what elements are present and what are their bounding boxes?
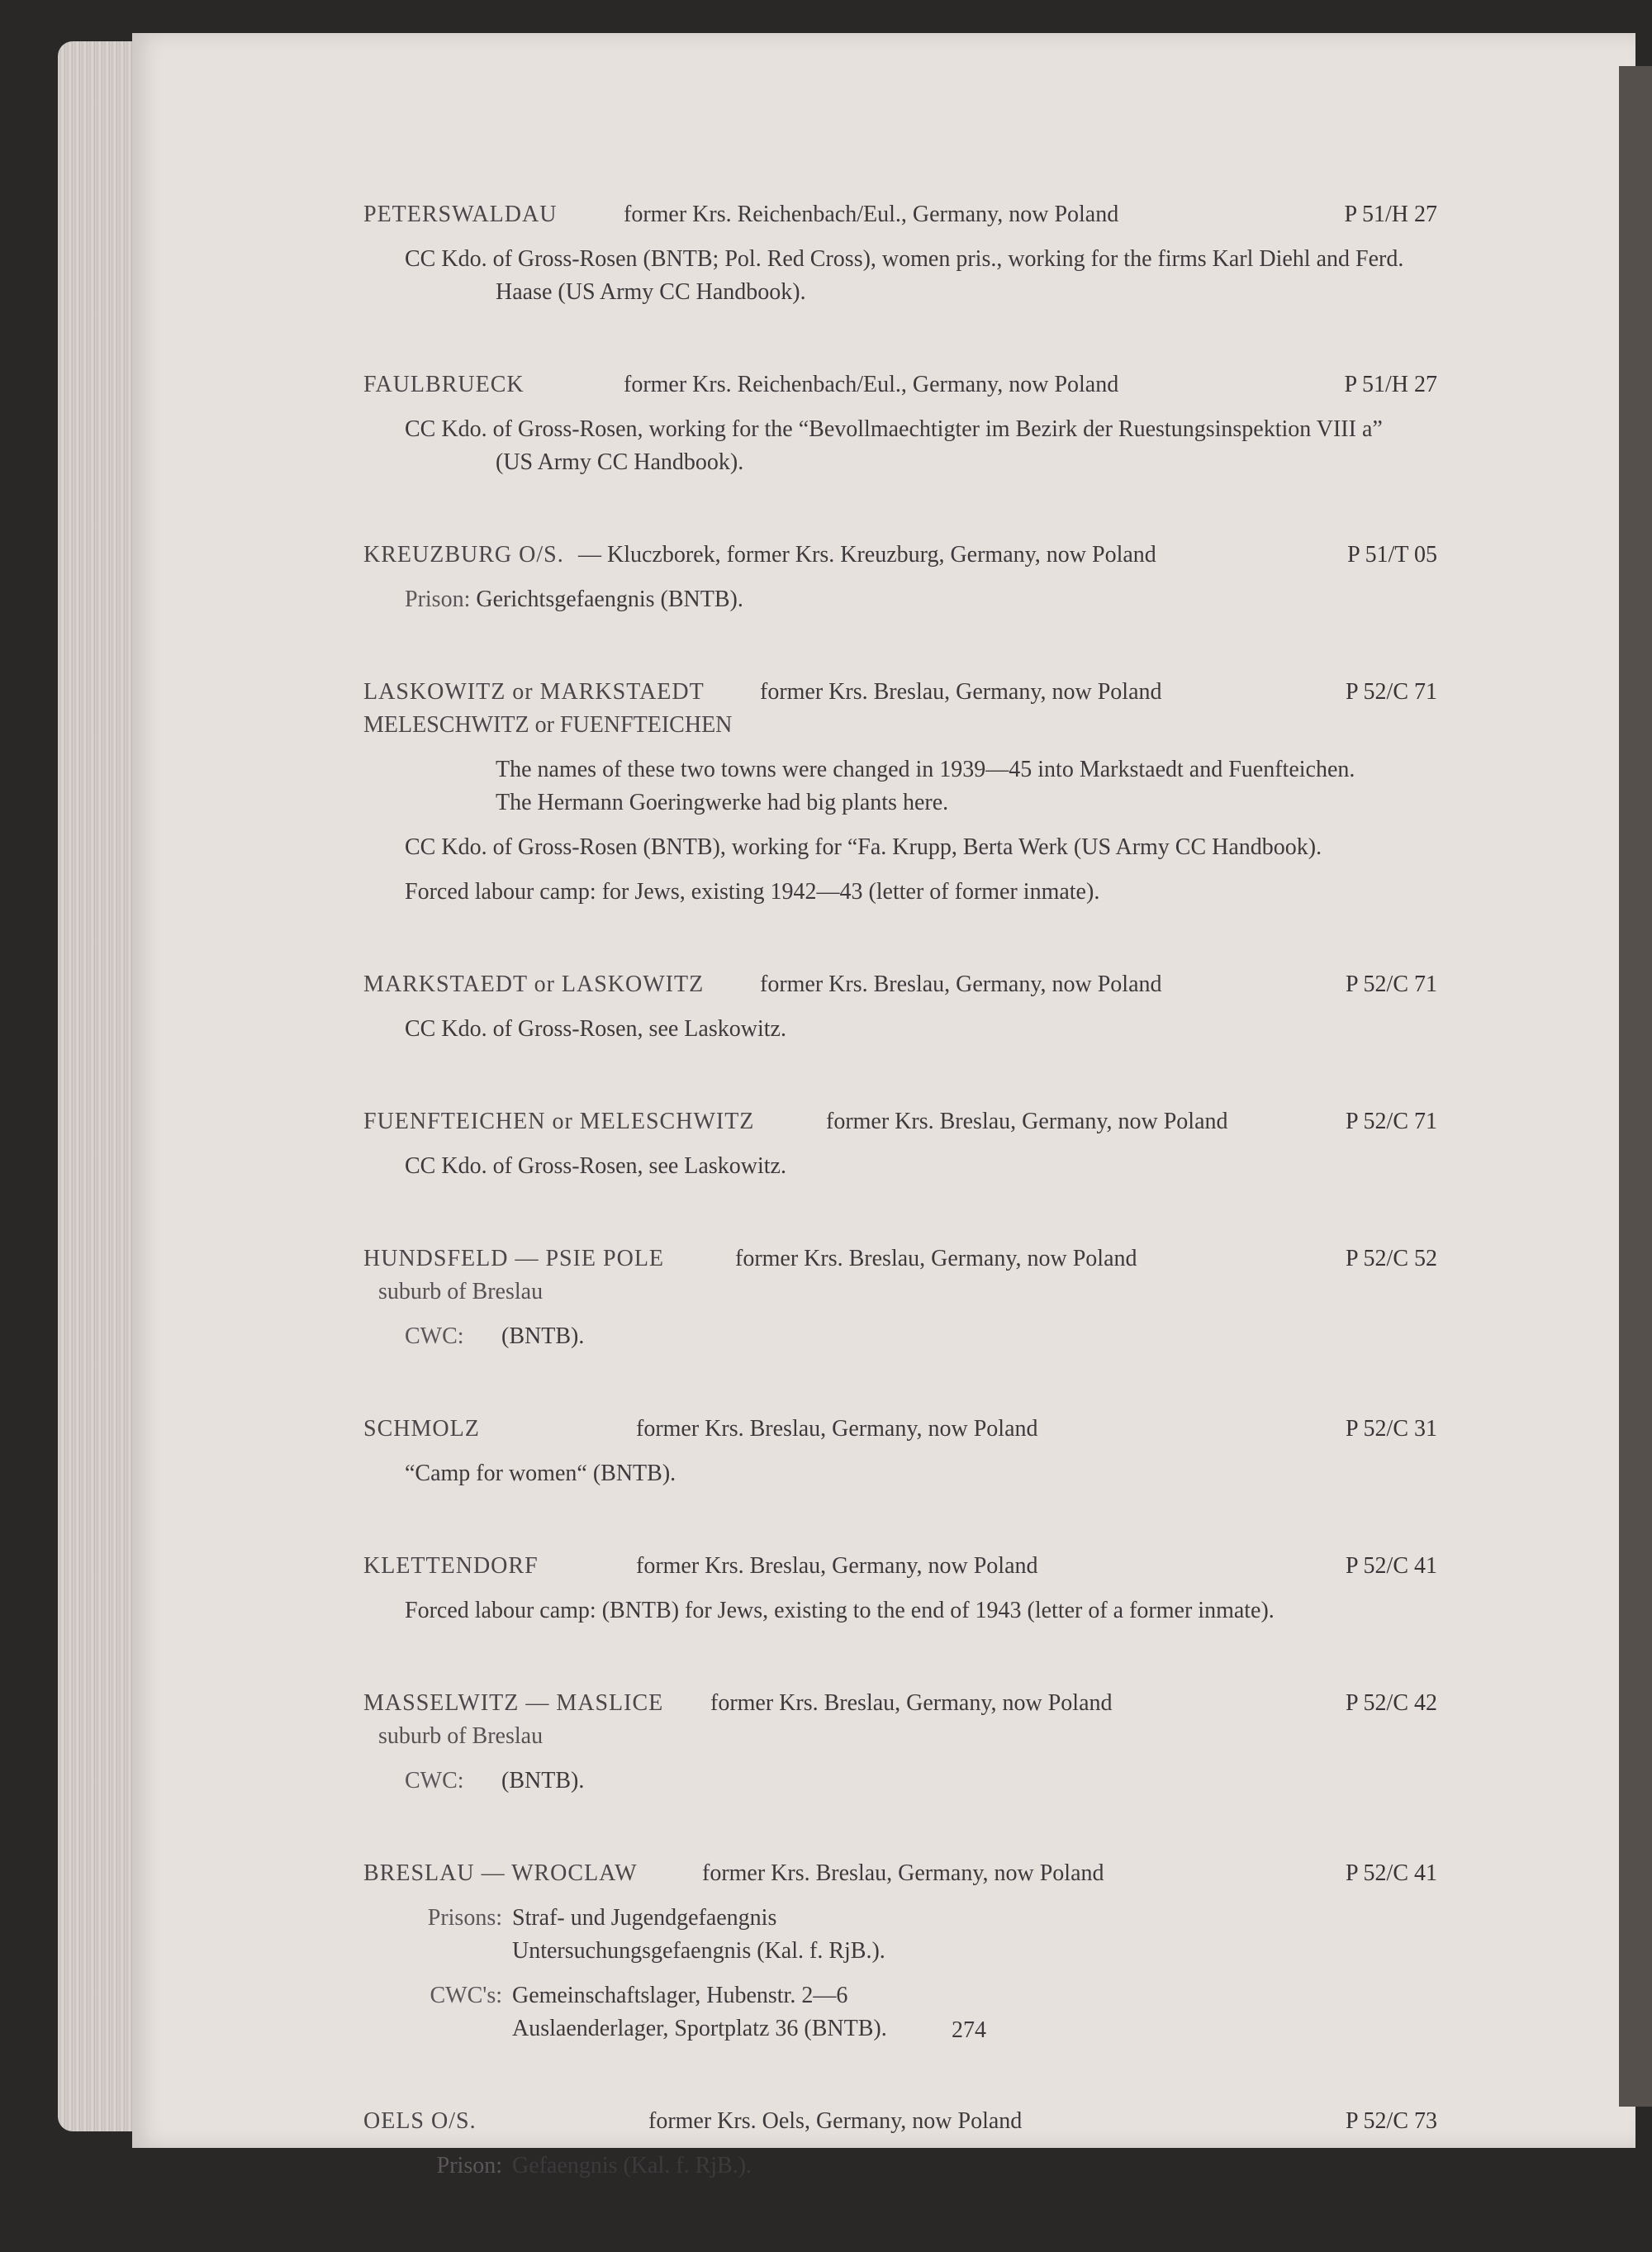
entry-text: Forced labour camp: (BNTB) for Jews, existing to the end of 1943 (letter of a former inmate). (405, 1598, 1275, 1623)
location-description: former Krs. Breslau, Germany, now Poland (760, 972, 1162, 997)
entry-text: Gefaengnis (Kal. f. RjB.). (512, 2153, 752, 2178)
map-reference: P 52/C 71 (1346, 972, 1437, 997)
map-reference: P 51/H 27 (1344, 372, 1437, 397)
place-name: BRESLAU — WROCLAW (363, 1860, 638, 1886)
entry-text: Untersuchungsgefaengnis (Kal. f. RjB.). (512, 1938, 885, 1964)
entry-text: (US Army CC Handbook). (496, 449, 744, 475)
entry-note: The Hermann Goeringwerke had big plants here. (496, 790, 949, 815)
map-reference: P 52/C 71 (1346, 679, 1437, 705)
location-description: former Krs. Reichenbach/Eul., Germany, now Poland (624, 372, 1119, 397)
map-reference: P 52/C 41 (1346, 1553, 1437, 1579)
entry-label: Prisons: (427, 1905, 502, 1931)
entry-text: Forced labour camp: for Jews, existing 1942—43 (letter of former inmate). (405, 879, 1100, 905)
entry-laskowitz (363, 676, 1545, 909)
place-name: PETERSWALDAU (363, 202, 558, 227)
entry-label: CWC: (405, 1768, 464, 1794)
entry-text: CC Kdo. of Gross-Rosen (BNTB), working for “Fa. Krupp, Berta Werk (US Army CC Handbook). (405, 834, 1322, 860)
entry-fuenfteichen (363, 1105, 1545, 1183)
map-reference: P 51/H 27 (1344, 202, 1437, 227)
place-subtitle: suburb of Breslau (378, 1279, 544, 1304)
map-reference: P 52/C 52 (1346, 1246, 1437, 1271)
place-name: OELS O/S. (363, 2108, 477, 2134)
place-subtitle: suburb of Breslau (378, 1723, 544, 1749)
location-description: former Krs. Breslau, Germany, now Poland (636, 1553, 1038, 1579)
entry-text: Gemeinschaftslager, Hubenstr. 2—6 (512, 1983, 848, 2008)
entry-label: CWC's: (430, 1983, 502, 2008)
map-reference: P 52/C 31 (1346, 1416, 1437, 1442)
entry-markstaedt (363, 968, 1545, 1046)
page-number: 274 (952, 2017, 986, 2043)
place-name: FAULBRUECK (363, 372, 525, 397)
entry-text: CC Kdo. of Gross-Rosen, see Laskowitz. (405, 1153, 786, 1179)
entry-label: CWC: (405, 1323, 464, 1349)
place-name-alt: MELESCHWITZ or FUENFTEICHEN (363, 712, 733, 738)
place-name: MASSELWITZ — MASLICE (363, 1690, 664, 1716)
entry-text: (BNTB). (501, 1768, 585, 1794)
place-name: FUENFTEICHEN or MELESCHWITZ (363, 1109, 755, 1134)
entry-text: CC Kdo. of Gross-Rosen, see Laskowitz. (405, 1016, 786, 1042)
entry-kreuzburg (363, 539, 1545, 616)
location-description: — Kluczborek, former Krs. Kreuzburg, Germany, now Poland (578, 542, 1156, 568)
location-description: former Krs. Breslau, Germany, now Poland (760, 679, 1162, 705)
map-reference: P 52/C 73 (1346, 2108, 1437, 2134)
entry-peterswaldau (363, 198, 1545, 309)
entry-oels (363, 2105, 1545, 2183)
entry-schmolz (363, 1413, 1545, 1490)
entry-text: Auslaenderlager, Sportplatz 36 (BNTB). (512, 2016, 887, 2041)
facing-page-edge (1619, 66, 1652, 2107)
entry-text: Gerichtsgefaengnis (BNTB). (476, 587, 743, 612)
map-reference: P 51/T 05 (1347, 542, 1437, 568)
entry-text: Haase (US Army CC Handbook). (496, 279, 806, 305)
entry-text: Straf- und Jugendgefaengnis (512, 1905, 777, 1931)
location-description: former Krs. Breslau, Germany, now Poland (702, 1860, 1104, 1886)
location-description: former Krs. Breslau, Germany, now Poland (710, 1690, 1113, 1716)
place-name: LASKOWITZ or MARKSTAEDT (363, 679, 705, 705)
place-name: MARKSTAEDT or LASKOWITZ (363, 972, 705, 997)
map-reference: P 52/C 42 (1346, 1690, 1437, 1716)
place-name: KREUZBURG O/S. (363, 542, 564, 568)
location-description: former Krs. Breslau, Germany, now Poland (735, 1246, 1137, 1271)
entry-label: Prison: (405, 587, 471, 612)
entry-faulbrueck (363, 368, 1545, 479)
entry-text: (BNTB). (501, 1323, 585, 1349)
place-name: HUNDSFELD — PSIE POLE (363, 1246, 665, 1271)
location-description: former Krs. Breslau, Germany, now Poland (826, 1109, 1228, 1134)
place-name: KLETTENDORF (363, 1553, 539, 1579)
entry-text: CC Kdo. of Gross-Rosen, working for the “Bevollmaechtigter im Bezirk der Ruestungsinspektion VIII a” (405, 416, 1383, 442)
place-name: SCHMOLZ (363, 1416, 480, 1442)
entry-note: The names of these two towns were changed in 1939—45 into Markstaedt and Fuenfteichen. (496, 757, 1355, 782)
entry-label: Prison: (436, 2153, 502, 2178)
location-description: former Krs. Reichenbach/Eul., Germany, now Poland (624, 202, 1119, 227)
entry-text: CC Kdo. of Gross-Rosen (BNTB; Pol. Red Cross), women pris., working for the firms Karl Diehl and Ferd. (405, 246, 1404, 272)
map-reference: P 52/C 71 (1346, 1109, 1437, 1134)
entry-text: “Camp for women“ (BNTB). (405, 1461, 676, 1486)
page-content (363, 198, 1545, 2242)
location-description: former Krs. Breslau, Germany, now Poland (636, 1416, 1038, 1442)
entry-masselwitz (363, 1687, 1545, 1798)
location-description: former Krs. Oels, Germany, now Poland (648, 2108, 1023, 2134)
map-reference: P 52/C 41 (1346, 1860, 1437, 1886)
entry-hundsfeld (363, 1242, 1545, 1353)
entry-klettendorf (363, 1550, 1545, 1627)
